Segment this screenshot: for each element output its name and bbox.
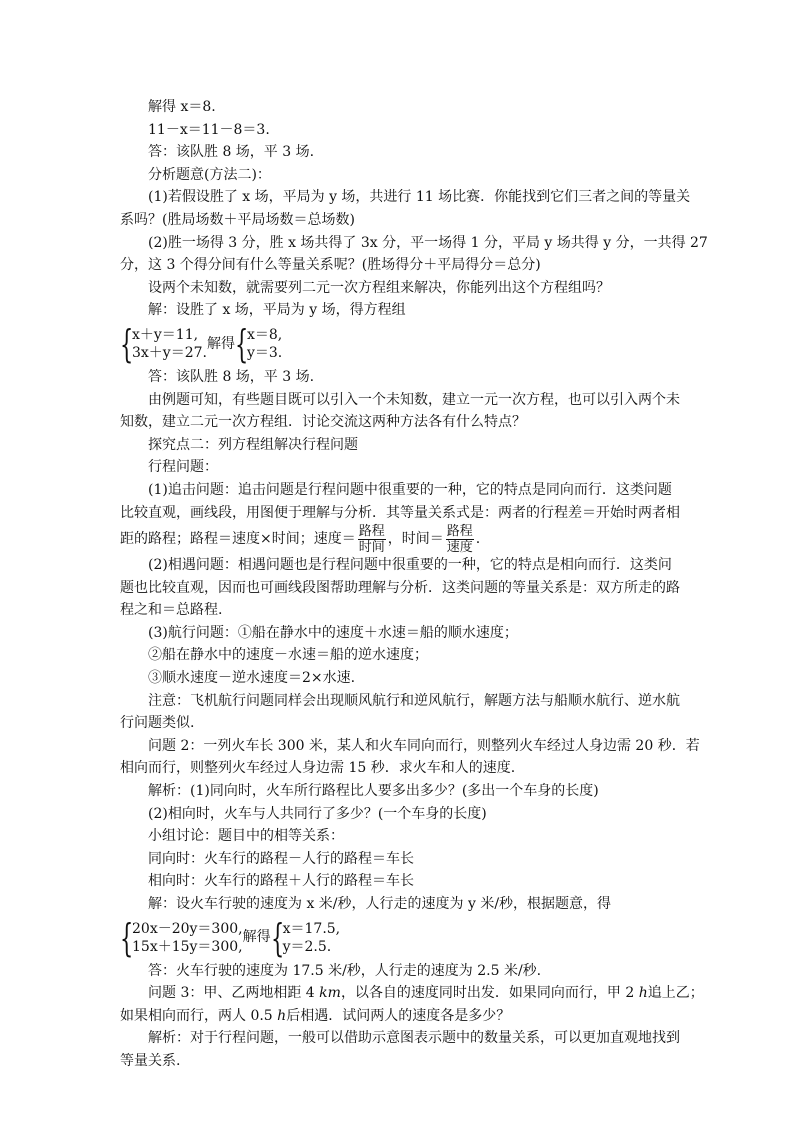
text-line: (2)相向时，火车与人共同行了多少？(一个车身的长度) xyxy=(148,805,487,822)
text-line: 注意：飞机航行问题同样会出现顺风航行和逆风航行，解题方法与船顺水航行、逆水航 xyxy=(148,692,680,709)
fraction xyxy=(358,524,386,555)
document-body xyxy=(120,96,708,1073)
solution: x＝8, xyxy=(246,326,283,343)
text-line: 设两个未知数，就需要列二元一次方程组来解决，你能列出这个方程组吗？ xyxy=(148,279,610,296)
unit: h xyxy=(638,985,648,1002)
text-line: (1)追击问题：追击问题是行程问题中很重要的一种，它的特点是同向而行．这类问题 xyxy=(148,481,672,498)
text-segment: 距的路程；路程＝速度×时间；速度＝ xyxy=(120,530,356,547)
equations xyxy=(132,326,207,362)
text-line: 解：设胜了 x 场，平局为 y 场，得方程组 xyxy=(148,302,406,319)
formula-line xyxy=(120,524,680,554)
text-line: 行问题类似. xyxy=(120,715,195,732)
text-line xyxy=(120,1005,680,1028)
text-line: (3)航行问题：①船在静水中的速度＋水速＝船的顺水速度； xyxy=(148,624,518,641)
text-line: (2)胜一场得 3 分，胜 x 场共得了 3x 分，平一场得 1 分，平局 y 场共得 y 分，一共得 27 xyxy=(148,234,708,251)
text-line: 小组讨论：题目中的相等关系： xyxy=(148,828,344,845)
solutions xyxy=(283,920,341,956)
text-segment: 如果相向而行，两人 0.5 xyxy=(120,1007,278,1024)
text-line: 相向时：火车行的路程＋人行的路程＝车长 xyxy=(148,873,414,890)
denominator: 时间 xyxy=(358,539,385,555)
text-line: 分，这 3 个得分间有什么等量关系呢？(胜场得分＋平局得分＝总分) xyxy=(120,257,541,274)
text-line: 同向时：火车行的路程－人行的路程＝车长 xyxy=(148,850,414,867)
solution: y＝3. xyxy=(246,344,283,361)
text-line: 知数，建立二元一次方程组．讨论交流这两种方法各有什么特点？ xyxy=(120,414,526,431)
text-segment: 后相遇．试问两人的速度各是多少？ xyxy=(286,1007,511,1024)
text-segment: 追上乙； xyxy=(647,985,704,1002)
solutions xyxy=(247,326,282,362)
text-line: 由例题可知，有些题目既可以引入一个未知数，建立一元一次方程，也可以引入两个未 xyxy=(148,391,680,408)
text-line: 答：该队胜 8 场，平 3 场. xyxy=(148,144,315,161)
text-segment: ，以各自的速度同时出发．如果同向而行，甲 2 xyxy=(340,985,639,1002)
text-line: (1)若假设胜了 x 场，平局为 y 场，共进行 11 场比赛．你能找到它们三者之间的等量关 xyxy=(148,189,691,206)
solve-label: 解得 xyxy=(242,929,271,946)
text-line: 比较直观，画线段，用图便于理解与分析．其等量关系式是：两者的行程差＝开始时两者相 xyxy=(120,504,680,521)
fraction xyxy=(446,524,474,555)
equation: 3x＋y＝27. xyxy=(132,344,207,361)
left-brace: { xyxy=(270,915,284,960)
text-segment: ，时间＝ xyxy=(387,530,444,547)
text-line: 解得 x＝8. xyxy=(148,99,216,115)
unit: km xyxy=(319,985,341,1002)
solution: x＝17.5, xyxy=(282,920,341,937)
text-line: ②船在静水中的速度－水速＝船的逆水速度； xyxy=(148,647,428,664)
text-line: 解：设火车行驶的速度为 x 米/秒，人行走的速度为 y 米/秒，根据题意，得 xyxy=(148,896,612,912)
text-line: 分析题意(方法二)： xyxy=(148,166,271,183)
text-line: 系吗？(胜局场数＋平局场数＝总场数) xyxy=(120,211,355,228)
text-line: 问题 2：一列火车长 300 米，某人和火车同向而行，则整列火车经过人身边需 20 秒．若 xyxy=(148,737,700,754)
text-line: 解析：(1)同向时，火车所行路程比人要多出多少？(多出一个车身的长度) xyxy=(148,783,599,800)
left-brace: { xyxy=(120,915,134,960)
solve-label: 解得 xyxy=(206,335,235,352)
text-line: 探究点二：列方程组解决行程问题 xyxy=(148,436,358,453)
equation: 15x＋15y＝300, xyxy=(132,938,243,955)
left-brace: { xyxy=(234,321,249,366)
text-line: 答：该队胜 8 场，平 3 场. xyxy=(148,368,315,385)
equations xyxy=(132,920,243,956)
text-line: 题也比较直观，因而也可画线段图帮助理解与分析．这类问题的等量关系是：双方所走的路 xyxy=(120,579,680,596)
text-line: 程之和＝总路程. xyxy=(120,602,223,619)
text-line: 相向而行，则整列火车经过人身边需 15 秒．求火车和人的速度. xyxy=(120,760,516,777)
equation-system-1 xyxy=(120,321,680,366)
text-line: 11－x＝11－8＝3. xyxy=(148,121,270,138)
text-line: (2)相遇问题：相遇问题也是行程问题中很重要的一种，它的特点是相向而行．这类问 xyxy=(148,557,672,574)
text-line: 等量关系. xyxy=(120,1052,181,1069)
equation: x＋y＝11, xyxy=(132,326,199,343)
numerator: 路程 xyxy=(358,523,385,539)
numerator: 路程 xyxy=(446,523,473,539)
text-line xyxy=(120,982,704,1005)
solution: y＝2.5. xyxy=(282,938,332,955)
text-segment: 问题 3：甲、乙两地相距 4 xyxy=(148,985,320,1002)
equation-system-2 xyxy=(120,915,680,960)
text-line: 行程问题： xyxy=(148,459,218,476)
unit: h xyxy=(277,1007,287,1024)
text-line: 答：火车行驶的速度为 17.5 米/秒，人行走的速度为 2.5 米/秒. xyxy=(148,962,542,979)
text-line: 解析：对于行程问题，一般可以借助示意图表示题中的数量关系，可以更加直观地找到 xyxy=(148,1030,680,1047)
denominator: 速度 xyxy=(446,539,473,555)
text-line: ③顺水速度－逆水速度＝2×水速. xyxy=(148,670,356,687)
equation: 20x－20y＝300, xyxy=(132,920,243,937)
text-segment: . xyxy=(475,530,481,547)
left-brace: { xyxy=(120,321,134,366)
